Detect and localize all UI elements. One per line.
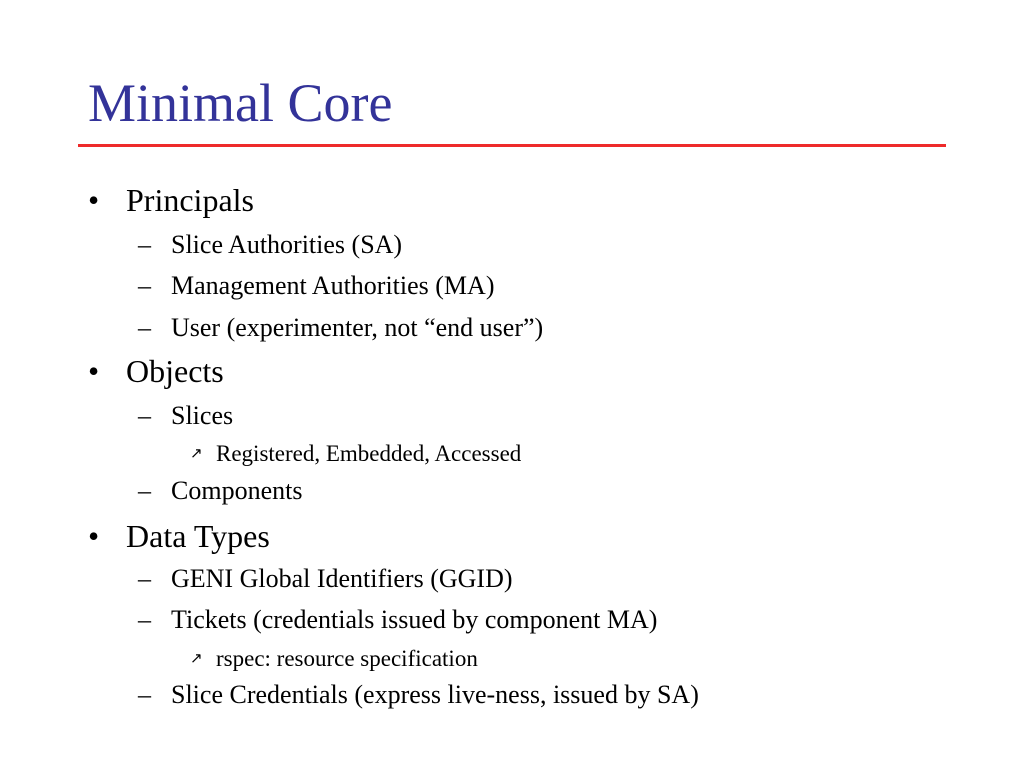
bullet-dot-icon: • xyxy=(88,182,100,218)
slide-title: Minimal Core xyxy=(88,73,393,133)
dash-marker-icon: – xyxy=(138,271,151,300)
subbullet-item: Slice Credentials (express live-ness, issued by SA) xyxy=(171,680,699,709)
subsubbullet-item: Registered, Embedded, Accessed xyxy=(216,441,522,466)
bullet-item: Objects xyxy=(126,353,224,389)
dash-marker-icon: – xyxy=(138,313,151,342)
dash-marker-icon: – xyxy=(138,605,151,634)
subsubbullet-item: rspec: resource specification xyxy=(216,646,478,671)
subbullet-item: Tickets (credentials issued by component MA) xyxy=(171,605,658,634)
subbullet-item: Slices xyxy=(171,401,234,430)
subbullet-item: Management Authorities (MA) xyxy=(171,271,495,300)
subbullet-item: User (experimenter, not “end user”) xyxy=(171,313,544,342)
dash-marker-icon: – xyxy=(138,476,151,505)
bullet-dot-icon: • xyxy=(88,518,100,554)
dash-marker-icon: – xyxy=(138,564,151,593)
subbullet-item: GENI Global Identifiers (GGID) xyxy=(171,564,513,593)
northeast-arrow-icon: ↗ xyxy=(190,444,203,462)
subbullet-item: Components xyxy=(171,476,303,505)
subbullet-item: Slice Authorities (SA) xyxy=(171,230,403,259)
northeast-arrow-icon: ↗ xyxy=(190,649,203,667)
dash-marker-icon: – xyxy=(138,401,151,430)
title-underline xyxy=(78,144,946,147)
bullet-item: Data Types xyxy=(126,518,270,554)
bullet-dot-icon: • xyxy=(88,353,100,389)
dash-marker-icon: – xyxy=(138,680,151,709)
bullet-item: Principals xyxy=(126,182,254,218)
dash-marker-icon: – xyxy=(138,230,151,259)
